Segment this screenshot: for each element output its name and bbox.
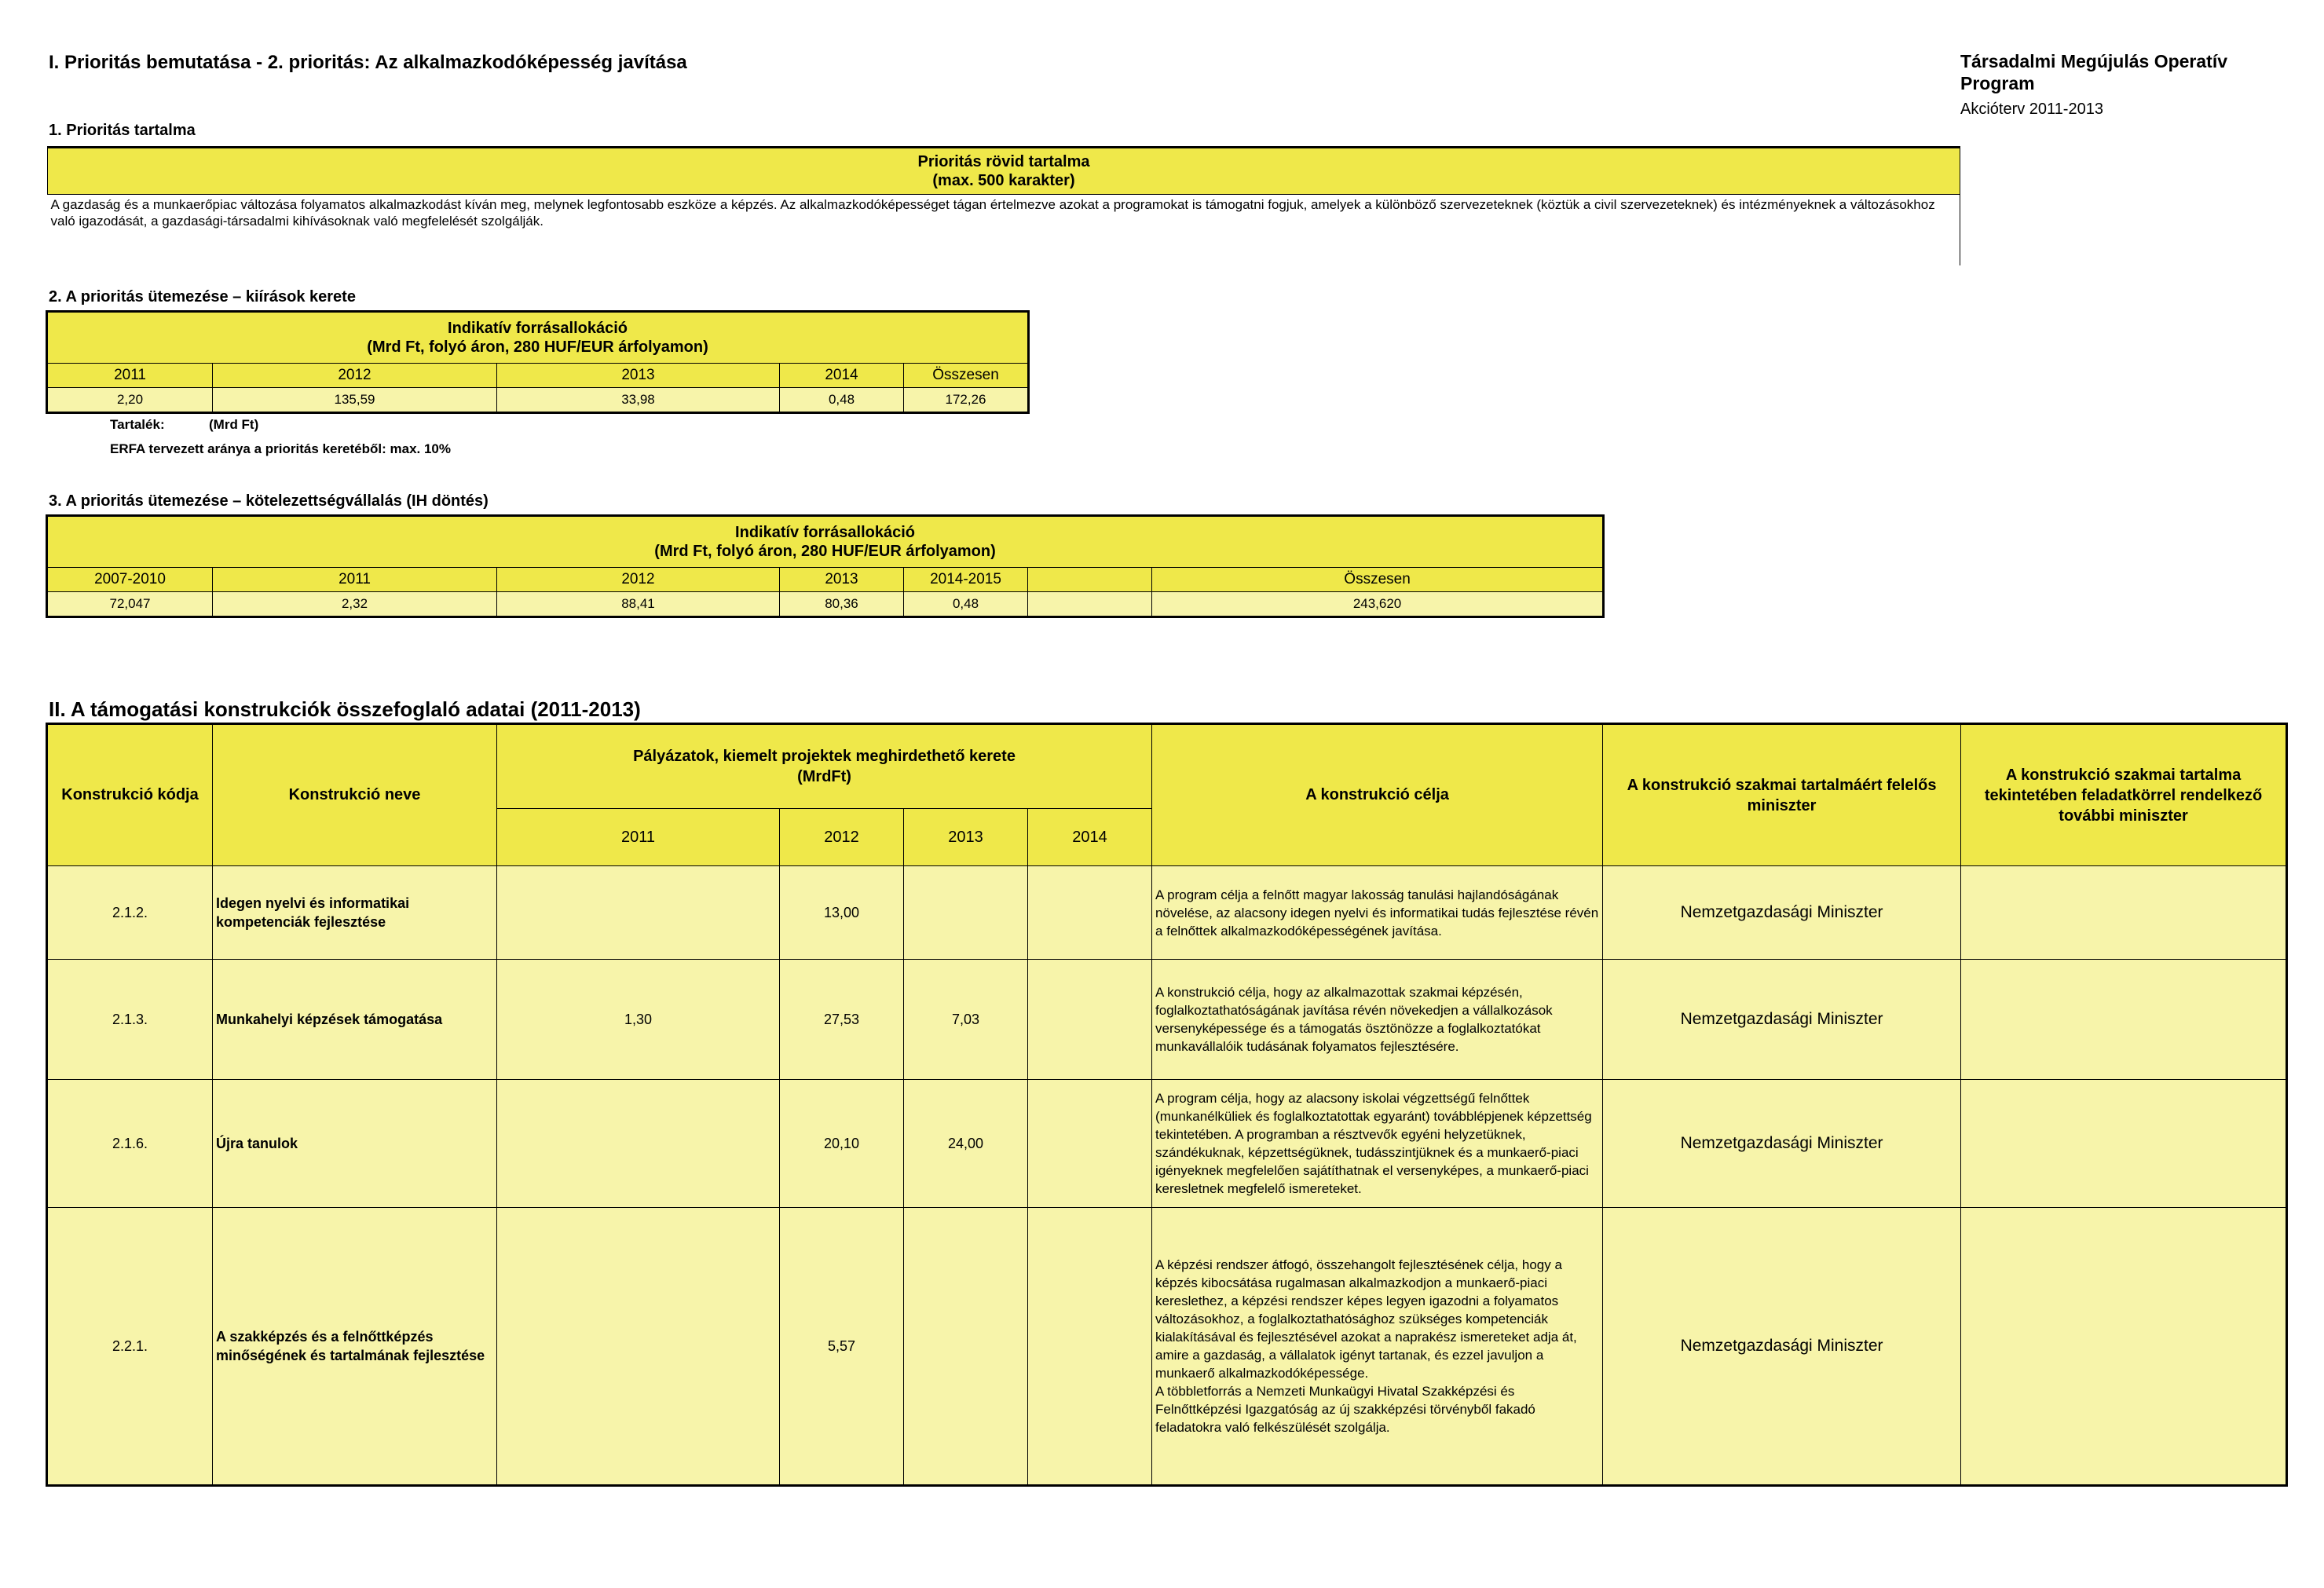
col-header-year: 2014 [1028, 809, 1152, 866]
row-2012: 27,53 [780, 960, 904, 1080]
section1-heading: 1. Prioritás tartalma [49, 122, 196, 139]
commitment-value: 88,41 [497, 592, 780, 617]
commitment-value: 72,047 [48, 592, 213, 617]
calls-frame-value: 172,26 [904, 388, 1028, 412]
calls-frame-value: 2,20 [48, 388, 213, 412]
commitment-table [47, 516, 1603, 617]
commitment-header: 2012 [497, 568, 780, 592]
section3-heading: 3. A prioritás ütemezése – kötelezettségvállalás (IH döntés) [49, 492, 489, 510]
calls-frame-caption-line2: (Mrd Ft, folyó áron, 280 HUF/EUR árfolyamon) [367, 338, 708, 356]
erfa-note: ERFA tervezett aránya a prioritás keretéből: max. 10% [110, 441, 451, 456]
calls-frame-header: 2013 [497, 364, 780, 388]
calls-frame-value: 135,59 [213, 388, 497, 412]
program-name-line2: Program [1960, 73, 2035, 93]
row-other-minister [1961, 1080, 2286, 1208]
row-goal-paragraph: A többletforrás a Nemzeti Munkaügyi Hivatal Szakképzési és Felnőttképzési Igazgatóság az új szakképzési törvényből fakadó feladatokra való felkészülését szolgálja. [1155, 1384, 1535, 1435]
row-2013 [904, 866, 1028, 960]
row-2012: 13,00 [780, 866, 904, 960]
col-header-year: 2013 [904, 809, 1028, 866]
row-2012: 20,10 [780, 1080, 904, 1208]
commitment-header: 2013 [780, 568, 904, 592]
priority-content-caption-line1: Prioritás rövid tartalma [917, 153, 1090, 170]
calls-frame-caption-line1: Indikatív forrásallokáció [448, 320, 628, 337]
table-row [48, 1208, 2286, 1485]
row-2011 [497, 1080, 780, 1208]
calls-frame-header: Összesen [904, 364, 1028, 388]
row-goal-paragraph: A képzési rendszer átfogó, összehangolt fejlesztésének célja, hogy a képzés kibocsátása rugalmasan alkalmazkodjon a munkaerő-piaci kereslethez, a képzési rendszer képes legyen igazodni a folyamatos változásokhoz, a foglalkoztathatósághoz szükséges kompetenciák kialakításával és fejlesztésével azokat a naprakész ismereteket adja át, amire a gazdaság, a vállalatok igényt tartanak, és ezzel javuljon a munkaerő alkalmazkodóképessége. [1155, 1257, 1577, 1381]
row-other-minister [1961, 960, 2286, 1080]
row-2013: 24,00 [904, 1080, 1028, 1208]
calls-frame-caption [48, 313, 1028, 364]
row-minister: Nemzetgazdasági Miniszter [1603, 1080, 1961, 1208]
col-header-code: Konstrukció kódja [48, 725, 213, 866]
col-header-frame-line1: Pályázatok, kiemelt projektek meghirdethető kerete [633, 748, 1016, 765]
calls-frame-value: 0,48 [780, 388, 904, 412]
section2-heading: 2. A prioritás ütemezése – kiírások kerete [49, 288, 356, 306]
priority-content-caption [48, 148, 1960, 195]
calls-frame-header: 2012 [213, 364, 497, 388]
col-header-goal: A konstrukció célja [1152, 725, 1603, 866]
row-goal: A program célja a felnőtt magyar lakosság tanulási hajlandóságának növelése, az alacsony idegen nyelvi és informatikai tudás fejlesztése révén a felnőttek alkalmazkodóképességének javítása. [1152, 866, 1603, 960]
row-code: 2.1.2. [48, 866, 213, 960]
constructions-table [47, 724, 2286, 1485]
calls-frame-header: 2014 [780, 364, 904, 388]
row-goal [1152, 1208, 1603, 1485]
row-code: 2.1.3. [48, 960, 213, 1080]
commitment-caption-line2: (Mrd Ft, folyó áron, 280 HUF/EUR árfolyamon) [654, 543, 996, 560]
row-2014 [1028, 866, 1152, 960]
col-header-frame-line2: (MrdFt) [797, 768, 851, 785]
col-header-frame [497, 725, 1152, 809]
section4-heading: II. A támogatási konstrukciók összefoglaló adatai (2011-2013) [49, 697, 641, 721]
commitment-value: 2,32 [213, 592, 497, 617]
row-name: Munkahelyi képzések támogatása [213, 960, 497, 1080]
calls-frame-header: 2011 [48, 364, 213, 388]
row-minister: Nemzetgazdasági Miniszter [1603, 1208, 1961, 1485]
commitment-caption [48, 517, 1603, 568]
commitment-header: 2014-2015 [904, 568, 1028, 592]
row-minister: Nemzetgazdasági Miniszter [1603, 960, 1961, 1080]
table-row [48, 960, 2286, 1080]
row-2014 [1028, 1208, 1152, 1485]
program-name-line1: Társadalmi Megújulás Operatív [1960, 51, 2228, 71]
commitment-caption-line1: Indikatív forrásallokáció [735, 524, 916, 541]
row-name: Újra tanulok [213, 1080, 497, 1208]
col-header-other-minister: A konstrukció szakmai tartalma tekintetében feladatkörrel rendelkező további miniszter [1961, 725, 2286, 866]
row-2013: 7,03 [904, 960, 1028, 1080]
reserve-label: Tartalék: [110, 417, 165, 432]
row-2011 [497, 1208, 780, 1485]
row-other-minister [1961, 866, 2286, 960]
row-2012: 5,57 [780, 1208, 904, 1485]
row-code: 2.2.1. [48, 1208, 213, 1485]
row-code: 2.1.6. [48, 1080, 213, 1208]
col-header-year: 2011 [497, 809, 780, 866]
row-other-minister [1961, 1208, 2286, 1485]
page-title: I. Prioritás bemutatása - 2. prioritás: Az alkalmazkodóképesség javítása [49, 52, 687, 73]
commitment-value [1028, 592, 1152, 617]
reserve-unit: (Mrd Ft) [209, 417, 259, 432]
action-plan-label: Akcióterv 2011-2013 [1960, 101, 2103, 118]
row-2014 [1028, 960, 1152, 1080]
commitment-header: 2007-2010 [48, 568, 213, 592]
row-name: A szakképzés és a felnőttképzés minőségének és tartalmának fejlesztése [213, 1208, 497, 1485]
row-goal: A konstrukció célja, hogy az alkalmazottak szakmai képzésén, foglalkoztathatóságának javítása révén növekedjen a vállalkozások versenyképessége és a támogatás ösztönözze a foglalkoztatókat munkavállalóik tudásának folyamatos fejlesztésére. [1152, 960, 1603, 1080]
priority-content-text: A gazdaság és a munkaerőpiac változása folyamatos alkalmazkodást kíván meg, melynek legfontosabb eszköze a képzés. Az alkalmazkodóképességet tágan értelmezve azokat a programokat is támogatni fogjuk, amelyek a különböző szervezeteknek (köztük a civil szervezeteknek) és intézményeknek a változásokhoz való igazodását, a gazdasági-társadalmi kihívásoknak való megfelelését szolgálják. [48, 195, 1960, 266]
row-name: Idegen nyelvi és informatikai kompetenciák fejlesztése [213, 866, 497, 960]
row-2013 [904, 1208, 1028, 1485]
commitment-value: 243,620 [1152, 592, 1603, 617]
commitment-header: Összesen [1152, 568, 1603, 592]
priority-content-table [47, 146, 1960, 265]
commitment-header: 2011 [213, 568, 497, 592]
calls-frame-value: 33,98 [497, 388, 780, 412]
row-2011: 1,30 [497, 960, 780, 1080]
col-header-minister: A konstrukció szakmai tartalmáért felelős miniszter [1603, 725, 1961, 866]
table-row [48, 866, 2286, 960]
priority-content-caption-line2: (max. 500 karakter) [932, 172, 1075, 189]
table-row [48, 1080, 2286, 1208]
col-header-name: Konstrukció neve [213, 725, 497, 866]
col-header-year: 2012 [780, 809, 904, 866]
row-minister: Nemzetgazdasági Miniszter [1603, 866, 1961, 960]
program-name [1960, 50, 2227, 94]
commitment-value: 80,36 [780, 592, 904, 617]
commitment-header [1028, 568, 1152, 592]
commitment-value: 0,48 [904, 592, 1028, 617]
row-goal: A program célja, hogy az alacsony iskolai végzettségű felnőttek (munkanélküliek és foglalkoztatottak egyaránt) továbblépjenek képzettség tekintetében. A programban a résztvevők egyéni helyzetüknek, szándékuknak, képzettségüknek, tudásszintjüknek és a munkaerő-piaci igényeknek megfelelően sajátíthatnak el versenyképes, a munkaerő-piaci keresletnek megfelelő ismereteket. [1152, 1080, 1603, 1208]
calls-frame-table [47, 312, 1028, 412]
row-2011 [497, 866, 780, 960]
row-2014 [1028, 1080, 1152, 1208]
